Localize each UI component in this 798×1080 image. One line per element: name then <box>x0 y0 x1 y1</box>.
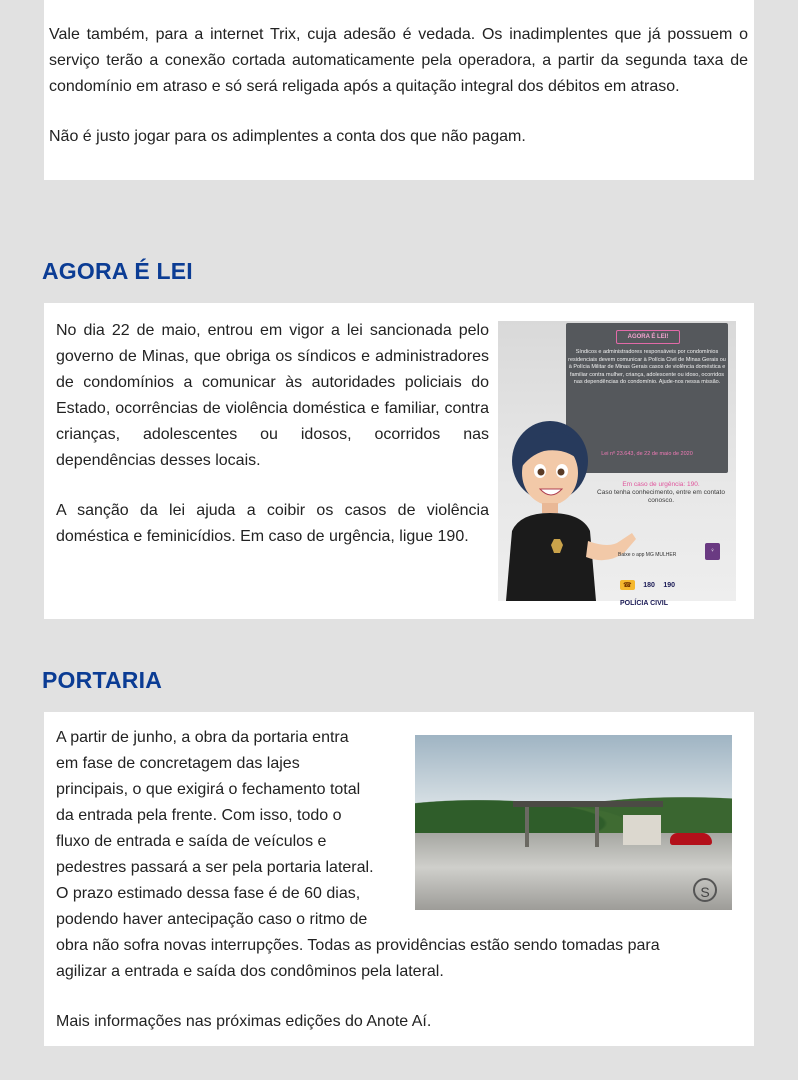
photo-guardhouse <box>623 815 661 845</box>
lei-poster-image <box>498 321 736 607</box>
portaria-line-2: em fase de concretagem das lajes <box>56 755 300 772</box>
portaria-card <box>44 712 754 1046</box>
poster-logos <box>620 574 732 607</box>
section-heading-portaria: PORTARIA <box>42 667 163 693</box>
poster-urgency-line: Em caso de urgência: 190. <box>622 481 700 488</box>
lei-card <box>44 303 754 619</box>
photo-pillar <box>595 807 599 847</box>
poster-body: Síndicos e administradores responsáveis por condomínios residenciais devem comunicar à Polícia Civil de Minas Gerais ou à Polícia Militar de Minas Gerais casos de violência doméstica e familiar contra mulher, criança, adolescente ou idoso, ocorridos nas dependências do condomínio. Ajude-nos nessa missão. <box>568 349 726 385</box>
portaria-line-9: obra não sofra novas interrupções. Todas as providências estão sendo tomadas para <box>56 937 660 954</box>
portaria-render-image <box>415 735 732 910</box>
photo-portaria-roof <box>513 801 663 807</box>
poster-law: Lei nº 23.643, de 22 de maio de 2020 <box>601 451 693 457</box>
poster-app-text: Baixe o app MG MULHER <box>618 552 677 558</box>
intro-paragraph-2: Não é justo jogar para os adimplentes a conta dos que não pagam. <box>49 128 526 145</box>
logo-policia-civil: POLÍCIA CIVIL <box>620 600 668 607</box>
portaria-line-1: A partir de junho, a obra da portaria entra <box>56 729 349 746</box>
portaria-line-8: podendo haver antecipação caso o ritmo de <box>56 911 368 928</box>
portaria-line-4: da entrada pela frente. Com isso, todo o <box>56 807 342 824</box>
logo-190: 190 <box>663 582 676 589</box>
portaria-line-6: pedestres passará a ser pela portaria lateral. <box>56 859 374 876</box>
intro-paragraph-1: Vale também, para a internet Trix, cuja adesão é vedada. Os inadimplentes que já possuem o serviço terão a conexão cortada automaticamente pela operadora, a partir da segunda taxa de condomínio em atraso e só será religada após a quitação integral dos débitos em atraso. <box>49 26 748 95</box>
portaria-line-7: O prazo estimado dessa fase é de 60 dias, <box>56 885 361 902</box>
portaria-line-10: agilizar a entrada e saída dos condôminos pela lateral. <box>56 963 444 980</box>
section-heading-lei: AGORA É LEI <box>42 258 193 284</box>
watermark-logo-icon: S <box>693 878 717 902</box>
poster-tag: AGORA É LEI! <box>616 330 680 344</box>
policewoman-illustration <box>498 421 638 601</box>
logo-disque: ☎ <box>620 580 635 590</box>
intro-card <box>44 0 754 180</box>
portaria-more-info: Mais informações nas próximas edições do Anote Aí. <box>56 1013 432 1030</box>
photo-red-car <box>670 833 712 845</box>
photo-pillar <box>525 807 529 847</box>
poster-contact-line: Caso tenha conhecimento, entre em contato conosco. <box>597 489 725 504</box>
portaria-line-3: principais, o que exigirá o fechamento total <box>56 781 361 798</box>
lei-text <box>56 318 489 550</box>
logo-180: 180 <box>643 582 655 589</box>
lei-paragraph-1: No dia 22 de maio, entrou em vigor a lei sancionada pelo governo de Minas, que obriga os síndicos e administradores de condomínios a comunicar às autoridades policiais do Estado, ocorrências de violência doméstica e familiar, contra crianças, adolescentes ou idosos, ocorridos nas dependências desses locais. <box>56 322 489 469</box>
portaria-line-5: fluxo de entrada e saída de veículos e <box>56 833 327 850</box>
lei-paragraph-2: A sanção da lei ajuda a coibir os casos de violência doméstica e feminicídios. Em caso de urgência, ligue 190. <box>56 502 489 545</box>
mg-mulher-app-icon: ♀ <box>705 543 720 560</box>
